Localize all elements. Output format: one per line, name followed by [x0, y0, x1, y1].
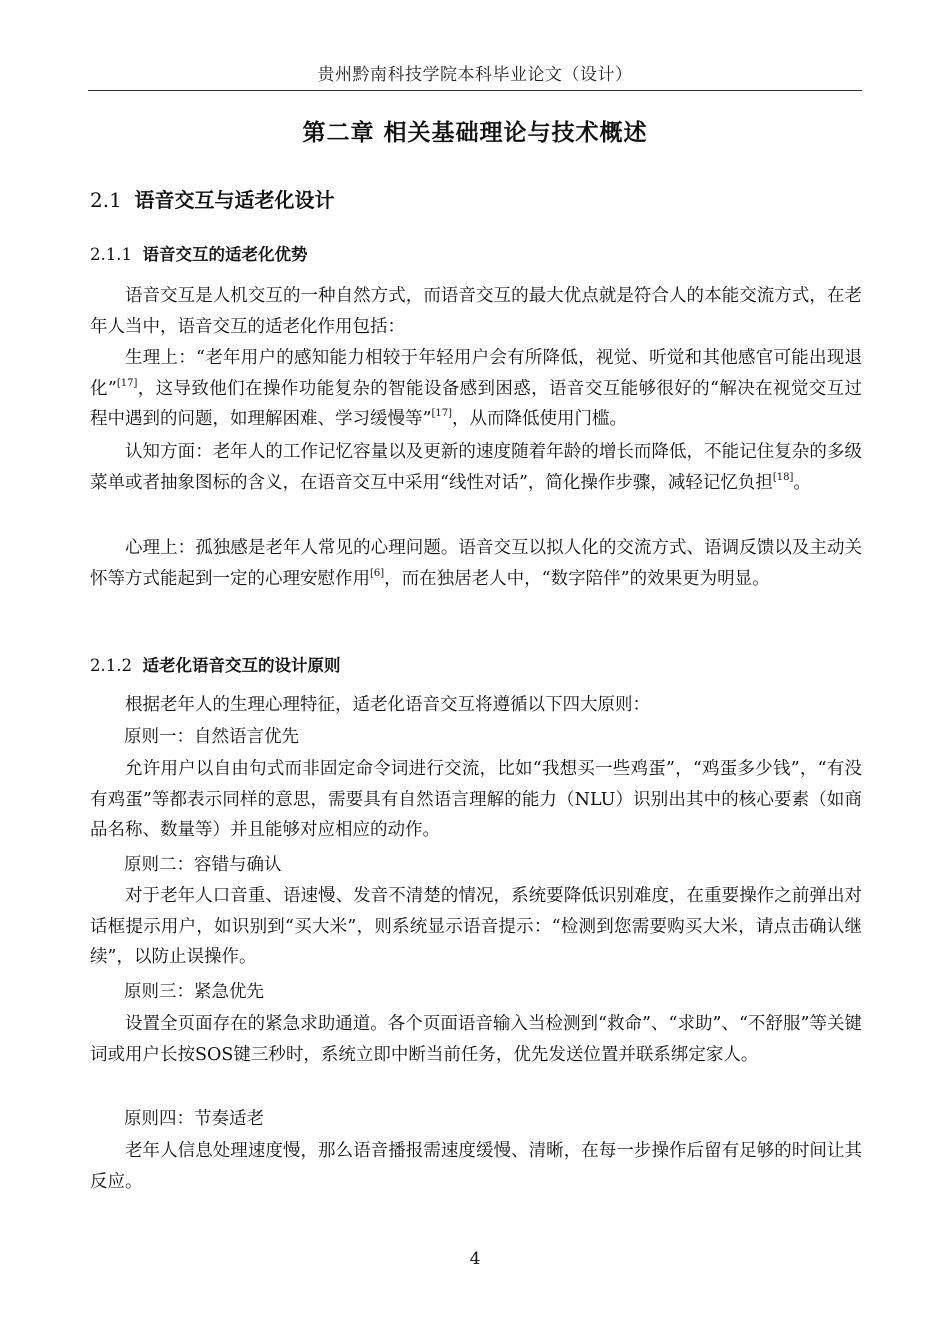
citation: [17] [431, 408, 452, 420]
subsection-title: 语音交互的适老化优势 [142, 245, 308, 264]
principle-label: 原则四：节奏适老 [124, 1109, 264, 1129]
principle-label: 原则二：容错与确认 [124, 855, 282, 875]
paragraph [90, 343, 862, 435]
paragraph: 根据老年人的生理心理特征，适老化语音交互将遵循以下四大原则： [125, 695, 650, 715]
paragraph [90, 533, 862, 594]
running-header: 贵州黔南科技学院本科毕业论文（设计） [317, 65, 633, 85]
paragraph-text: ，从而降低使用门槛。 [451, 409, 627, 430]
paragraph-text: 认知方面：老年人的工作记忆容量以及更新的速度随着年龄的增长而降低，不能记住复杂的多级菜单或者抽象图标的含义，在语音交互中采用“线性对话”，简化操作步骤，减轻记忆负担 [90, 442, 862, 493]
section-heading [90, 184, 335, 213]
paragraph-text: 。 [793, 472, 811, 493]
citation: [6] [370, 567, 385, 579]
page-number: 4 [469, 1249, 481, 1269]
paragraph: 对于老年人口音重、语速慢、发音不清楚的情况，系统要降低识别难度，在重要操作之前弹出对话框提示用户，如识别到“买大米”，则系统显示语音提示：“检测到您需要购买大米，请点击确认继续”，以防止误操作。 [90, 886, 862, 968]
paragraph [90, 437, 862, 498]
principle-label: 原则三：紧急优先 [124, 982, 264, 1002]
subsection-heading [90, 652, 340, 676]
citation: [17] [116, 377, 138, 389]
section-number: 2.1 [90, 188, 122, 212]
paragraph: 老年人信息处理速度慢，那么语音播报需速度缓慢、清晰，在每一步操作后留有足够的时间让其反应。 [90, 1141, 862, 1192]
paragraph: 设置全页面存在的紧急求助通道。各个页面语音输入当检测到“救命”、“求助”、“不舒服”等关键词或用户长按SOS键三秒时，系统立即中断当前任务，优先发送位置并联系绑定家人。 [90, 1014, 862, 1065]
paragraph-text: ，这导致他们在操作功能复杂的智能设备感到困惑，语音交互能够很好的“解决在视觉交互过程中遇到的问题，如理解困难、学习缓慢等” [90, 378, 862, 430]
paragraph-text: 心理上：孤独感是老年人常见的心理问题。语音交互以拟人化的交流方式、语调反馈以及主动关怀等方式能起到一定的心理安慰作用 [90, 538, 862, 589]
chapter-title: 第二章 相关基础理论与技术概述 [302, 120, 648, 146]
citation: [18] [772, 471, 794, 483]
header-divider [88, 90, 862, 91]
paragraph-text: ，而在独居老人中，“数字陪伴”的效果更为明显。 [384, 568, 770, 589]
subsection-heading [90, 241, 307, 265]
paragraph-text: 生理上：“老年用户的感知能力相较于年轻用户会有所降低，视觉、听觉和其他感官可能出现退化” [90, 348, 862, 399]
principle-label: 原则一：自然语言优先 [124, 727, 299, 747]
subsection-number: 2.1.1 [90, 245, 132, 264]
paragraph: 允许用户以自由句式而非固定命令词进行交流，比如“我想买一些鸡蛋”，“鸡蛋多少钱”，“有没有鸡蛋”等都表示同样的意思，需要具有自然语言理解的能力（NLU）识别出其中的核心要素（如商品名称、数量等）并且能够对应相应的动作。 [90, 759, 862, 841]
subsection-number: 2.1.2 [90, 656, 132, 675]
section-title: 语音交互与适老化设计 [134, 188, 335, 212]
subsection-title: 适老化语音交互的设计原则 [142, 656, 341, 675]
paragraph: 语音交互是人机交互的一种自然方式，而语音交互的最大优点就是符合人的本能交流方式，在老年人当中，语音交互的适老化作用包括： [90, 286, 862, 337]
